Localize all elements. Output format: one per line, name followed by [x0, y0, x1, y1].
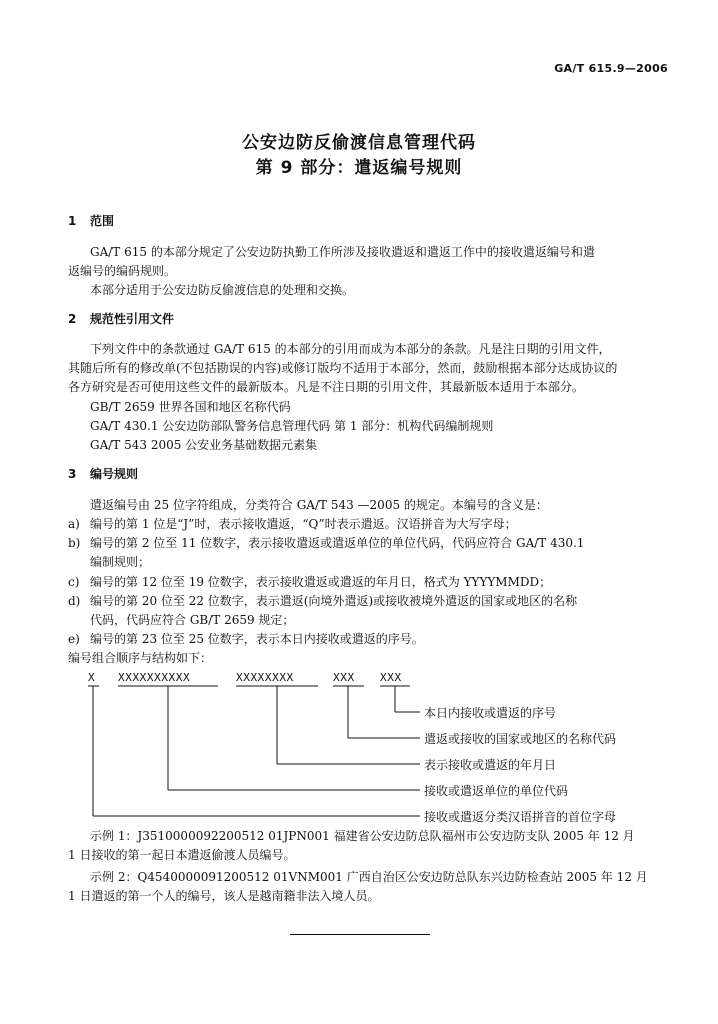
- section-3-number: 3: [68, 467, 77, 481]
- document-title: 公安边防反偷渡信息管理代码: [242, 133, 476, 153]
- diagram-label-sequence: 本日内接收或遣返的序号: [424, 706, 557, 720]
- section-2-paragraph-line-1: 下列文件中的条款通过 GA/T 615 的本部分的引用而成为本部分的条款。凡是注日期的引用文件，: [90, 342, 611, 356]
- code-segment-2: XXXXXXXXXX: [118, 671, 191, 684]
- diagram-label-unit-code: 接收或遣返单位的单位代码: [424, 784, 569, 798]
- list-item-label: c): [68, 575, 80, 589]
- example-2-line-1: 示例 2：Q4540000091200512 01VNM001 广西自治区公安边防总队东兴边防检查站 2005 年 12 月: [90, 870, 648, 884]
- section-1-number: 1: [68, 214, 77, 228]
- diagram-label-country: 遣返或接收的国家或地区的名称代码: [424, 732, 617, 746]
- code-segment-1: X: [88, 671, 96, 684]
- example-1-line-2: 1 日接收的第一起日本遣返偷渡人员编号。: [68, 848, 296, 862]
- section-2-number: 2: [68, 312, 77, 326]
- section-3-title: 编号规则: [90, 467, 139, 481]
- normative-reference: GA/T 430.1 公安边防部队警务信息管理代码 第 1 部分：机构代码编制规则: [90, 419, 494, 433]
- section-2-paragraph-line-3: 各方研究是否可使用这些文件的最新版本。凡是不注日期的引用文件，其最新版本适用于本部分。: [68, 380, 585, 394]
- footer-divider: [290, 934, 430, 935]
- list-item-label: a): [68, 517, 80, 531]
- section-1-title: 范围: [90, 214, 115, 228]
- example-1-line-1: 示例 1：J3510000092200512 01JPN001 福建省公安边防总队福州市公安边防支队 2005 年 12 月: [90, 829, 635, 843]
- section-2-paragraph-line-2: 其随后所有的修改单(不包括勘误的内容)或修订版均不适用于本部分，然而，鼓励根据本部分达成协议的: [68, 361, 618, 375]
- structure-intro: 编号组合顺序与结构如下：: [68, 651, 213, 665]
- list-item: 编号的第 12 位至 19 位数字，表示接收遣返或遣返的年月日，格式为 YYYYMMDD；: [90, 575, 552, 589]
- normative-reference: GB/T 2659 世界各国和地区名称代码: [90, 400, 291, 414]
- list-item: 编号的第 1 位是“J”时，表示接收遣返，“Q”时表示遣返。汉语拼音为大写字母；: [90, 517, 517, 531]
- section-1-paragraph-2: 本部分适用于公安边防反偷渡信息的处理和交换。: [90, 283, 355, 297]
- list-item: 编号的第 23 位至 25 位数字，表示本日内接收或遣返的序号。: [90, 632, 424, 646]
- diagram-label-initial: 接收或遣返分类汉语拼音的首位字母: [424, 810, 617, 824]
- code-segment-4: XXX: [333, 671, 355, 684]
- diagram-label-date: 表示接收或遣返的年月日: [424, 758, 557, 772]
- list-item-continuation: 编制规则；: [90, 555, 151, 569]
- section-3-intro: 遣返编号由 25 位字符组成，分类符合 GA/T 543 —2005 的规定。本编号的含义是：: [90, 498, 548, 512]
- normative-reference: GA/T 543 2005 公安业务基础数据元素集: [90, 438, 318, 452]
- section-1-paragraph-1-line-1: GA/T 615 的本部分规定了公安边防执勤工作所涉及接收遣返和遣返工作中的接收遣返编号和遣: [90, 245, 595, 259]
- list-item-label: e): [68, 632, 80, 646]
- standard-code: GA/T 615.9—2006: [554, 62, 668, 75]
- list-item-label: b): [68, 536, 81, 550]
- document-subtitle: 第 9 部分：遣返编号规则: [255, 158, 463, 178]
- list-item-label: d): [68, 594, 81, 608]
- section-2-title: 规范性引用文件: [90, 312, 175, 326]
- section-1-paragraph-1-line-2: 返编号的编码规则。: [68, 264, 177, 278]
- code-segment-3: XXXXXXXX: [236, 671, 294, 684]
- code-segment-5: XXX: [380, 671, 402, 684]
- list-item-continuation: 代码，代码应符合 GB/T 2659 规定；: [90, 613, 295, 627]
- example-2-line-2: 1 日遣返的第一个人的编号，该人是越南籍非法入境人员。: [68, 889, 380, 903]
- list-item: 编号的第 20 位至 22 位数字，表示遣返(向境外遣返)或接收被境外遣返的国家或地区的名称: [90, 594, 578, 608]
- list-item: 编号的第 2 位至 11 位数字，表示接收遣返或遣返单位的单位代码，代码应符合 GA/T 430.1: [90, 536, 585, 550]
